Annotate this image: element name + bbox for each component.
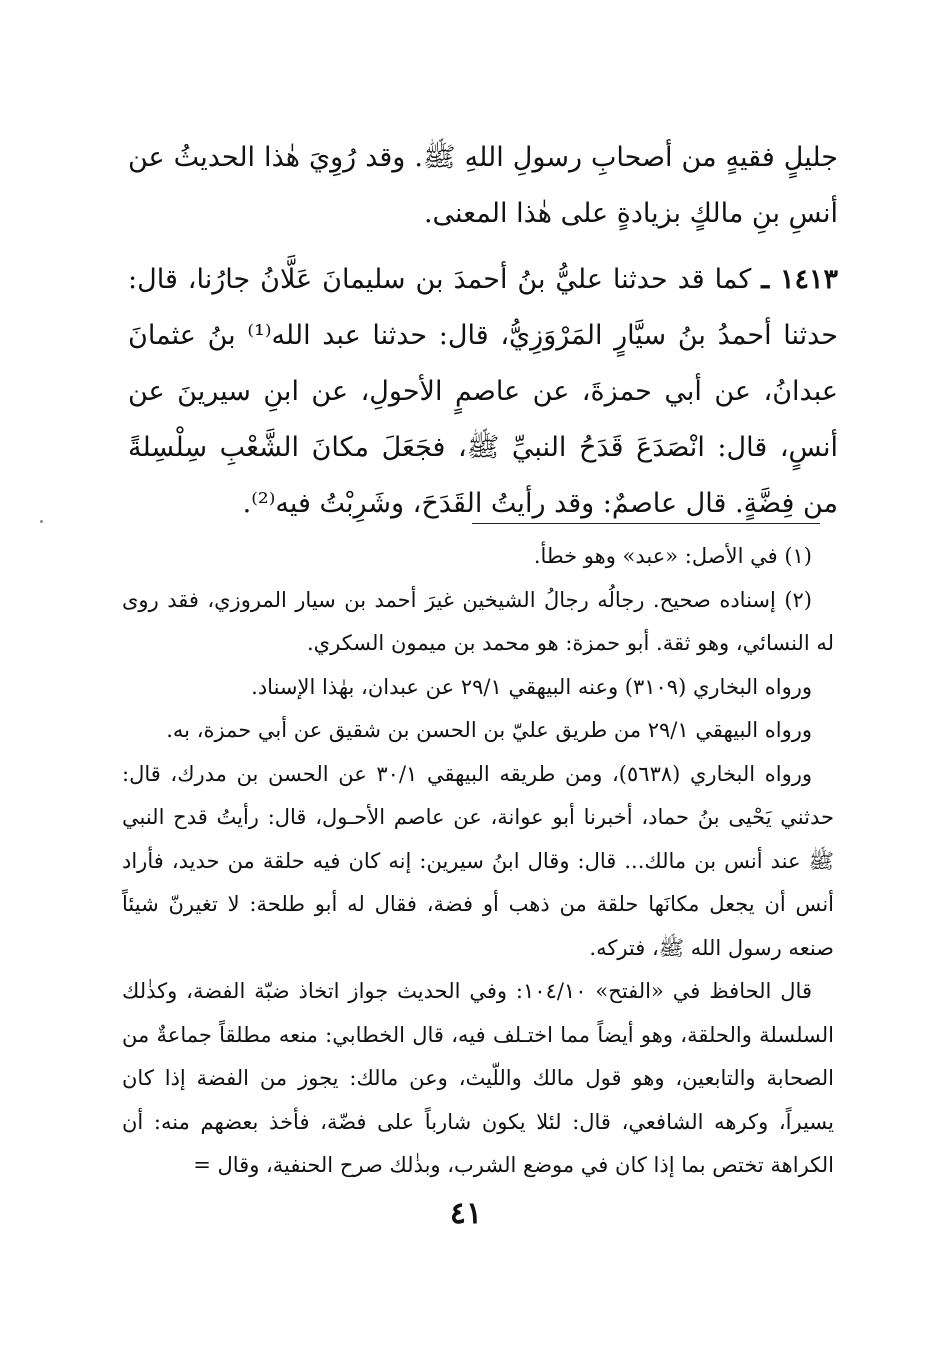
footnote-1: (١) في الأصل: «عبد» وهو خطأ. — [533, 544, 812, 568]
footnote-2-paragraph: ورواه البخاري (٥٦٣٨)، ومن طريقه البيهقي ٣٠/١ عن الحسن بن مدرك، قال: حدثني يَحْيى بنُ حماد، أخبرنا أبو عوانة، عن عاصم الأحـول، قال: رأيتُ قدح النبي ﷺ عند أنس بن مالك... قال: وقال ابنُ سيرين: إنه كان فيه حلقة من حديد، فأراد أنس أن يجعل مكانَها حلقة من ذهب أو فضة، فقال له أبو طلحة: لا تغيرنّ شيئاً صنعه رسول الله ﷺ، فتركه. — [122, 761, 834, 960]
margin-dot — [40, 520, 43, 523]
footnote-separator — [472, 523, 820, 524]
footnote-2-paragraph: ورواه البيهقي ٢٩/١ من طريق عليّ بن الحسن بن شقيق عن أبي حمزة، به. — [166, 718, 812, 742]
main-paragraph-intro: جليلٍ فقيهٍ من أصحابِ رسولِ اللهِ ﷺ. وقد رُوِيَ هٰذا الحديثُ عن أنسِ بنِ مالكٍ بزيادةٍ على هٰذا المعنى. — [128, 142, 838, 229]
main-paragraph-hadith — [128, 252, 838, 532]
footnote-2-paragraph: ورواه البخاري (٣١٠٩) وعنه البيهقي ٢٩/١ عن عبدان، بهٰذا الإسناد. — [251, 674, 812, 699]
page-number: ٤١ — [449, 1196, 483, 1231]
hadith-text: كما قد حدثنا عليُّ بنُ أحمدَ بن سليمانَ عَلَّانُ جارُنا، قال: حدثنا أحمدُ بنُ سيَّارٍ المَرْوَزِيُّ، قال: حدثنا عبد الله⁽¹⁾ بنُ عثمانَ عبدانُ، عن أبي حمزةَ، عن عاصمٍ الأحولِ، عن ابنِ سيرينَ عن أنسٍ، قال: انْصَدَعَ قَدَحُ النبيِّ ﷺ، فجَعَلَ مكانَ الشَّعْبِ سِلْسِلةً من فِضَّةٍ. قال عاصمٌ: وقد رأيتُ القَدَحَ، وشَرِبْتُ فيه⁽²⁾. — [128, 264, 839, 519]
hadith-number: ١٤١٣ ـ — [761, 264, 838, 295]
main-text — [128, 130, 838, 532]
footnote-2: (٢) إسناده صحيح. رجالُه رجالُ الشيخين غيرَ أحمد بن سيار المروزي، فقد روى له النسائي، وهو ثقة. أبو حمزة: هو محمد بن ميمون السكري. — [122, 587, 834, 655]
footnotes — [122, 535, 834, 1188]
footnote-2-paragraph: قال الحافظ في «الفتح» ١٠٤/١٠: وفي الحديث جواز اتخاذ ضبّة الفضة، وكذٰلك السلسلة والحلقة، وهو أيضاً مما اختـلف فيه، قال الخطابي: منعه مطلقاً جماعةٌ من الصحابة والتابعين، وهو قول مالك واللّيث، وعن مالك: يجوز من الفضة إذا كان يسيراً، وكرهه الشافعي، قال: لئلا يكون شارباً على فضّة، فأخذ بعضهم منه: أن الكراهة تختص بما إذا كان في موضع الشرب، وبذٰلك صرح الحنفية، وقال = — [122, 979, 834, 1177]
